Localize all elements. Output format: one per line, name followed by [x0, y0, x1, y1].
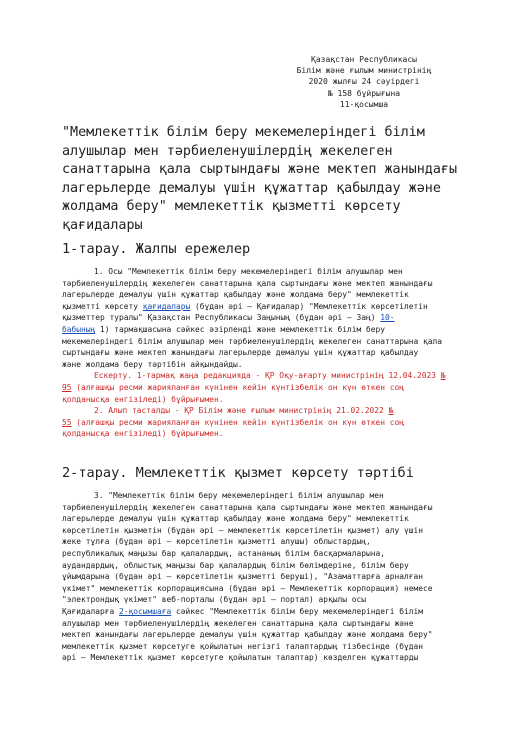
text-run: Ескерту. 1-тармақ жаңа редакцияда - ҚР Оқу-ағарту министрінің 12.04.2023 — [94, 371, 441, 381]
text-run: 2. Алып тасталды - ҚР Білім және ғылым министрінің 21.02.2022 — [94, 406, 389, 416]
text-line: тәрбиеленушілердің жекелеген санаттарына қала сыртындағы және мектеп жанындағы — [62, 278, 433, 288]
amendment-note-1 — [62, 370, 482, 405]
article-10-link-continued[interactable]: бабының — [62, 324, 96, 334]
document-title — [62, 124, 482, 236]
rules-link[interactable]: қағидалары — [142, 301, 191, 311]
title-line: "Мемлекеттік білім беру мекемелеріндегі білім — [62, 125, 425, 140]
header-line: Қазақстан Республикасы — [311, 55, 417, 64]
order-55-link[interactable]: № — [388, 406, 394, 416]
text-line — [62, 324, 482, 336]
text-run: (алғашқы ресми жарияланған күнінен кейін күнтізбелік он күн өткен соң — [71, 417, 405, 427]
text-line: қолданысқа енгізіледі) бұйрығымен. — [62, 429, 224, 439]
paragraph-1 — [62, 266, 482, 370]
text-line: көрсетілетін қызметін (бұдан әрі – мемлекеттік көрсетілетін қызмет) алу үшін — [62, 525, 424, 535]
article-10-link[interactable]: 10- — [380, 313, 395, 323]
text-line: және жолдама беру тәртібін айқындайды. — [62, 359, 243, 369]
text-line — [62, 312, 482, 324]
header-line: 11-қосымша — [339, 99, 389, 109]
text-line: мектеп жанындағы лагерьлерде демалуы үшін құжаттар қабылдау және жолдама беру" — [62, 630, 433, 640]
text-line — [62, 370, 482, 382]
text-line — [62, 417, 482, 429]
order-annex-header — [250, 54, 478, 110]
text-line: жеке тұлға (бұдан әрі – көрсетілетін қызметті алушы) облыстардың, — [62, 537, 371, 547]
order-55-link-continued[interactable]: 55 — [62, 417, 72, 427]
text-line: ұйымдарына (бұдан әрі – көрсетілетін қызметті беруші), "Азаматтарға арналған — [62, 572, 424, 582]
text-line — [62, 301, 482, 313]
text-line: 1. Осы "Мемлекеттік білім беру мекемелеріндегі білім алушылар мен — [94, 267, 403, 276]
section-1-heading: 1-тарау. Жалпы ережелер — [62, 241, 251, 257]
order-95-link[interactable]: № — [440, 371, 446, 381]
text-line: сыртындағы және мектеп жанындағы лагерьлерде демалуы үшін құжаттар қабылдау — [62, 348, 419, 358]
text-line — [62, 606, 482, 618]
paragraph-3 — [62, 490, 482, 664]
header-line: № 158 бұйрығына — [327, 88, 401, 98]
section-2-heading: 2-тарау. Мемлекеттік қызмет көрсету тәртібі — [62, 465, 414, 481]
title-line: жолдама беру" мемлекеттік қызметті көрсету — [62, 199, 401, 215]
text-line: мекемелеріндегі білім алушылар мен тәрбиеленушілердің жекелеген санаттарына қала — [62, 336, 443, 346]
text-line — [62, 382, 482, 394]
text-run: қызметті көрсету — [62, 301, 143, 311]
text-line — [62, 405, 482, 417]
text-line: "электрондық үкімет" веб-порталы (бұдан әрі – портал) арқылы осы — [62, 595, 367, 605]
text-line: лагерьлерде демалуы үшін құжаттар қабылдау және жолдама беру" мемлекеттік — [62, 514, 409, 524]
text-line: үкімет" мемлекеттік корпорациясына (бұдан әрі – Мемлекеттік корпорация) немесе — [62, 583, 433, 593]
text-run: (бұдан әрі – Қағидалар) "Мемлекеттік көрсетілетін — [190, 301, 428, 311]
text-line: әрі – Мемлекеттік қызмет көрсетуге қойылатын талаптар) көзделген құжаттарды — [62, 653, 419, 663]
text-run: сәйкес "Мемлекеттік білім беру мекемелеріндегі білім — [171, 606, 424, 616]
amendment-note-2 — [62, 405, 482, 440]
text-line: республикалық маңызы бар қалалардың, астананың білім басқармаларына, — [62, 548, 386, 558]
text-run: (алғашқы ресми жарияланған күнінен кейін күнтізбелік он күн өткен соң — [71, 382, 405, 392]
text-line: алушылар мен тәрбиеленушілердің жекелеген санаттарына қала сыртындағы және — [62, 618, 414, 628]
order-95-link-continued[interactable]: 95 — [62, 382, 72, 392]
text-line: 3. "Мемлекеттік білім беру мекемелеріндегі білім алушылар мен — [94, 491, 384, 500]
text-run: Қағидаларға — [62, 606, 120, 616]
text-line: тәрбиеленушілердің жекелеген санаттарына қала сыртындағы және мектеп жанындағы — [62, 502, 433, 512]
title-line: қағидалары — [62, 217, 143, 233]
title-line: алушылар мен тәрбиеленушілердің жекелеген — [62, 143, 393, 159]
header-line: Білім және ғылым министрінің — [296, 66, 432, 76]
title-line: лагерьлерде демалуы үшін құжаттар қабылдау және — [62, 180, 441, 196]
text-line: лагерьлерде демалуы үшін құжаттар қабылдау және жолдама беру" мемлекеттік — [62, 290, 409, 300]
text-run: 1) тармақшасына сәйкес әзірленді және мемлекеттік білім беру — [95, 324, 386, 334]
header-line: 2020 жылғы 24 сәуірдегі — [308, 77, 420, 87]
text-line: аудандардың, облыстық маңызы бар қалалардың білім бөлімдеріне, білім беру — [62, 560, 409, 570]
text-run: қызметтер туралы" Қазақстан Республикасы Заңының (бұдан әрі – Заң) — [62, 313, 381, 323]
title-line: санаттарына қала сыртындағы және мектеп жанындағы — [62, 162, 458, 178]
annex-2-link[interactable]: 2-қосымшаға — [119, 606, 172, 616]
text-line: мемлекеттік қызмет көрсетуге қойылатын негізгі талаптардың тізбесінде (бұдан — [62, 641, 424, 651]
text-line: қолданысқа енгізіледі) бұйрығымен. — [62, 394, 224, 404]
